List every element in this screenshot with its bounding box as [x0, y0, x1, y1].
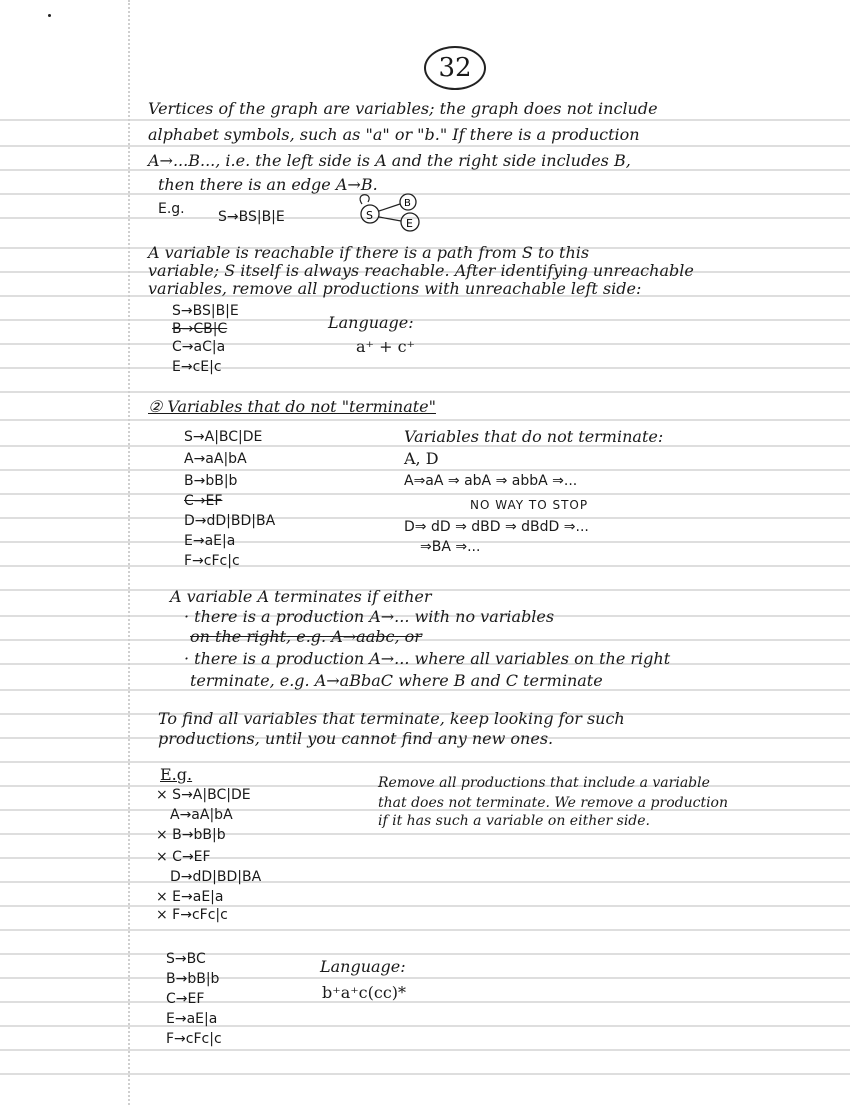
eg1-production: S→BS|B|E	[218, 209, 285, 225]
eg2-remove-line-1: Remove all productions that include a variable	[378, 775, 710, 791]
grammar3-line-1: S→BC	[166, 951, 206, 967]
graph-node-b: B	[404, 198, 411, 209]
grammar1-line-1: S→BS|B|E	[172, 303, 239, 319]
terminates-line-3: on the right, e.g. A→aabc, or	[190, 627, 422, 646]
eg2-production-2: A→aA|bA	[170, 807, 233, 823]
language3-value: b⁺a⁺c(cc)*	[322, 983, 407, 1002]
terminates-line-1: A variable A terminates if either	[170, 587, 432, 606]
terminates-line-5: terminate, e.g. A→aBbaC where B and C terminate	[190, 671, 603, 690]
grammar3-line-4: E→aE|a	[166, 1011, 218, 1027]
eg2-remove-line-3: if it has such a variable on either side.	[378, 813, 651, 829]
language1-value: a⁺ + c⁺	[356, 337, 415, 356]
eg2-production-5: D→dD|BD|BA	[170, 869, 262, 885]
grammar2-line-3: B→bB|b	[184, 473, 238, 489]
intro-line-1: Vertices of the graph are variables; the graph does not include	[148, 99, 658, 118]
intro-line-4: then there is an edge A→B.	[158, 175, 378, 194]
grammar2-line-2: A→aA|bA	[184, 451, 247, 467]
find-line-2: productions, until you cannot find any new ones.	[158, 729, 554, 748]
eg1-label: E.g.	[158, 201, 185, 217]
nonterm-heading: Variables that do not terminate:	[404, 427, 664, 446]
language3-label: Language:	[320, 957, 406, 976]
grammar1-line-2: B→CB|C	[172, 321, 228, 337]
nonterm-vars: A, D	[404, 449, 439, 468]
grammar3-line-3: C→EF	[166, 991, 205, 1007]
graph-node-s: S	[366, 209, 373, 222]
grammar2-line-1: S→A|BC|DE	[184, 429, 263, 445]
eg2-production-6: × E→aE|a	[156, 889, 224, 905]
eg2-label: E.g.	[160, 765, 193, 784]
reachable-line-2: variable; S itself is always reachable. After identifying unreachable	[148, 261, 694, 280]
eg2-production-3: × B→bB|b	[156, 827, 226, 843]
terminates-line-4: · there is a production A→... where all variables on the right	[184, 649, 671, 668]
find-line-1: To find all variables that terminate, keep looking for such	[158, 709, 625, 728]
eg2-production-1: × S→A|BC|DE	[156, 787, 251, 803]
eg1-graph	[350, 190, 430, 234]
eg2-production-7: × F→cFc|c	[156, 907, 228, 923]
grammar3-line-2: B→bB|b	[166, 971, 220, 987]
nonterm-deriv-d: D⇒ dD ⇒ dBD ⇒ dBdD ⇒...	[404, 519, 589, 535]
ink-dot	[48, 14, 51, 17]
grammar1-line-4: E→cE|c	[172, 359, 222, 375]
grammar2-line-4: C→EF	[184, 493, 223, 509]
eg2-remove-line-2: that does not terminate. We remove a production	[378, 795, 728, 811]
margin-line	[128, 0, 130, 1105]
terminates-line-2: · there is a production A→... with no variables	[184, 607, 555, 626]
intro-line-3: A→...B..., i.e. the left side is A and the right side includes B,	[148, 151, 631, 170]
nonterm-deriv-a: A⇒aA ⇒ abA ⇒ abbA ⇒...	[404, 473, 578, 489]
graph-node-e: E	[406, 217, 413, 230]
intro-line-2: alphabet symbols, such as "a" or "b." If there is a production	[148, 125, 640, 144]
grammar2-line-5: D→dD|BD|BA	[184, 513, 276, 529]
grammar3-line-5: F→cFc|c	[166, 1031, 222, 1047]
language1-label: Language:	[328, 313, 414, 332]
nonterm-no-way: NO WAY TO STOP	[470, 498, 589, 512]
section2-title: ② Variables that do not "terminate"	[148, 397, 436, 416]
grammar2-line-7: F→cFc|c	[184, 553, 240, 569]
reachable-line-1: A variable is reachable if there is a path from S to this	[148, 243, 590, 262]
reachable-line-3: variables, remove all productions with unreachable left side:	[148, 279, 642, 298]
grammar1-line-3: C→aC|a	[172, 339, 226, 355]
eg2-production-4: × C→EF	[156, 849, 211, 865]
grammar2-line-6: E→aE|a	[184, 533, 236, 549]
nonterm-deriv-d2: ⇒BA ⇒...	[420, 539, 481, 555]
page-number: 32	[424, 46, 486, 90]
